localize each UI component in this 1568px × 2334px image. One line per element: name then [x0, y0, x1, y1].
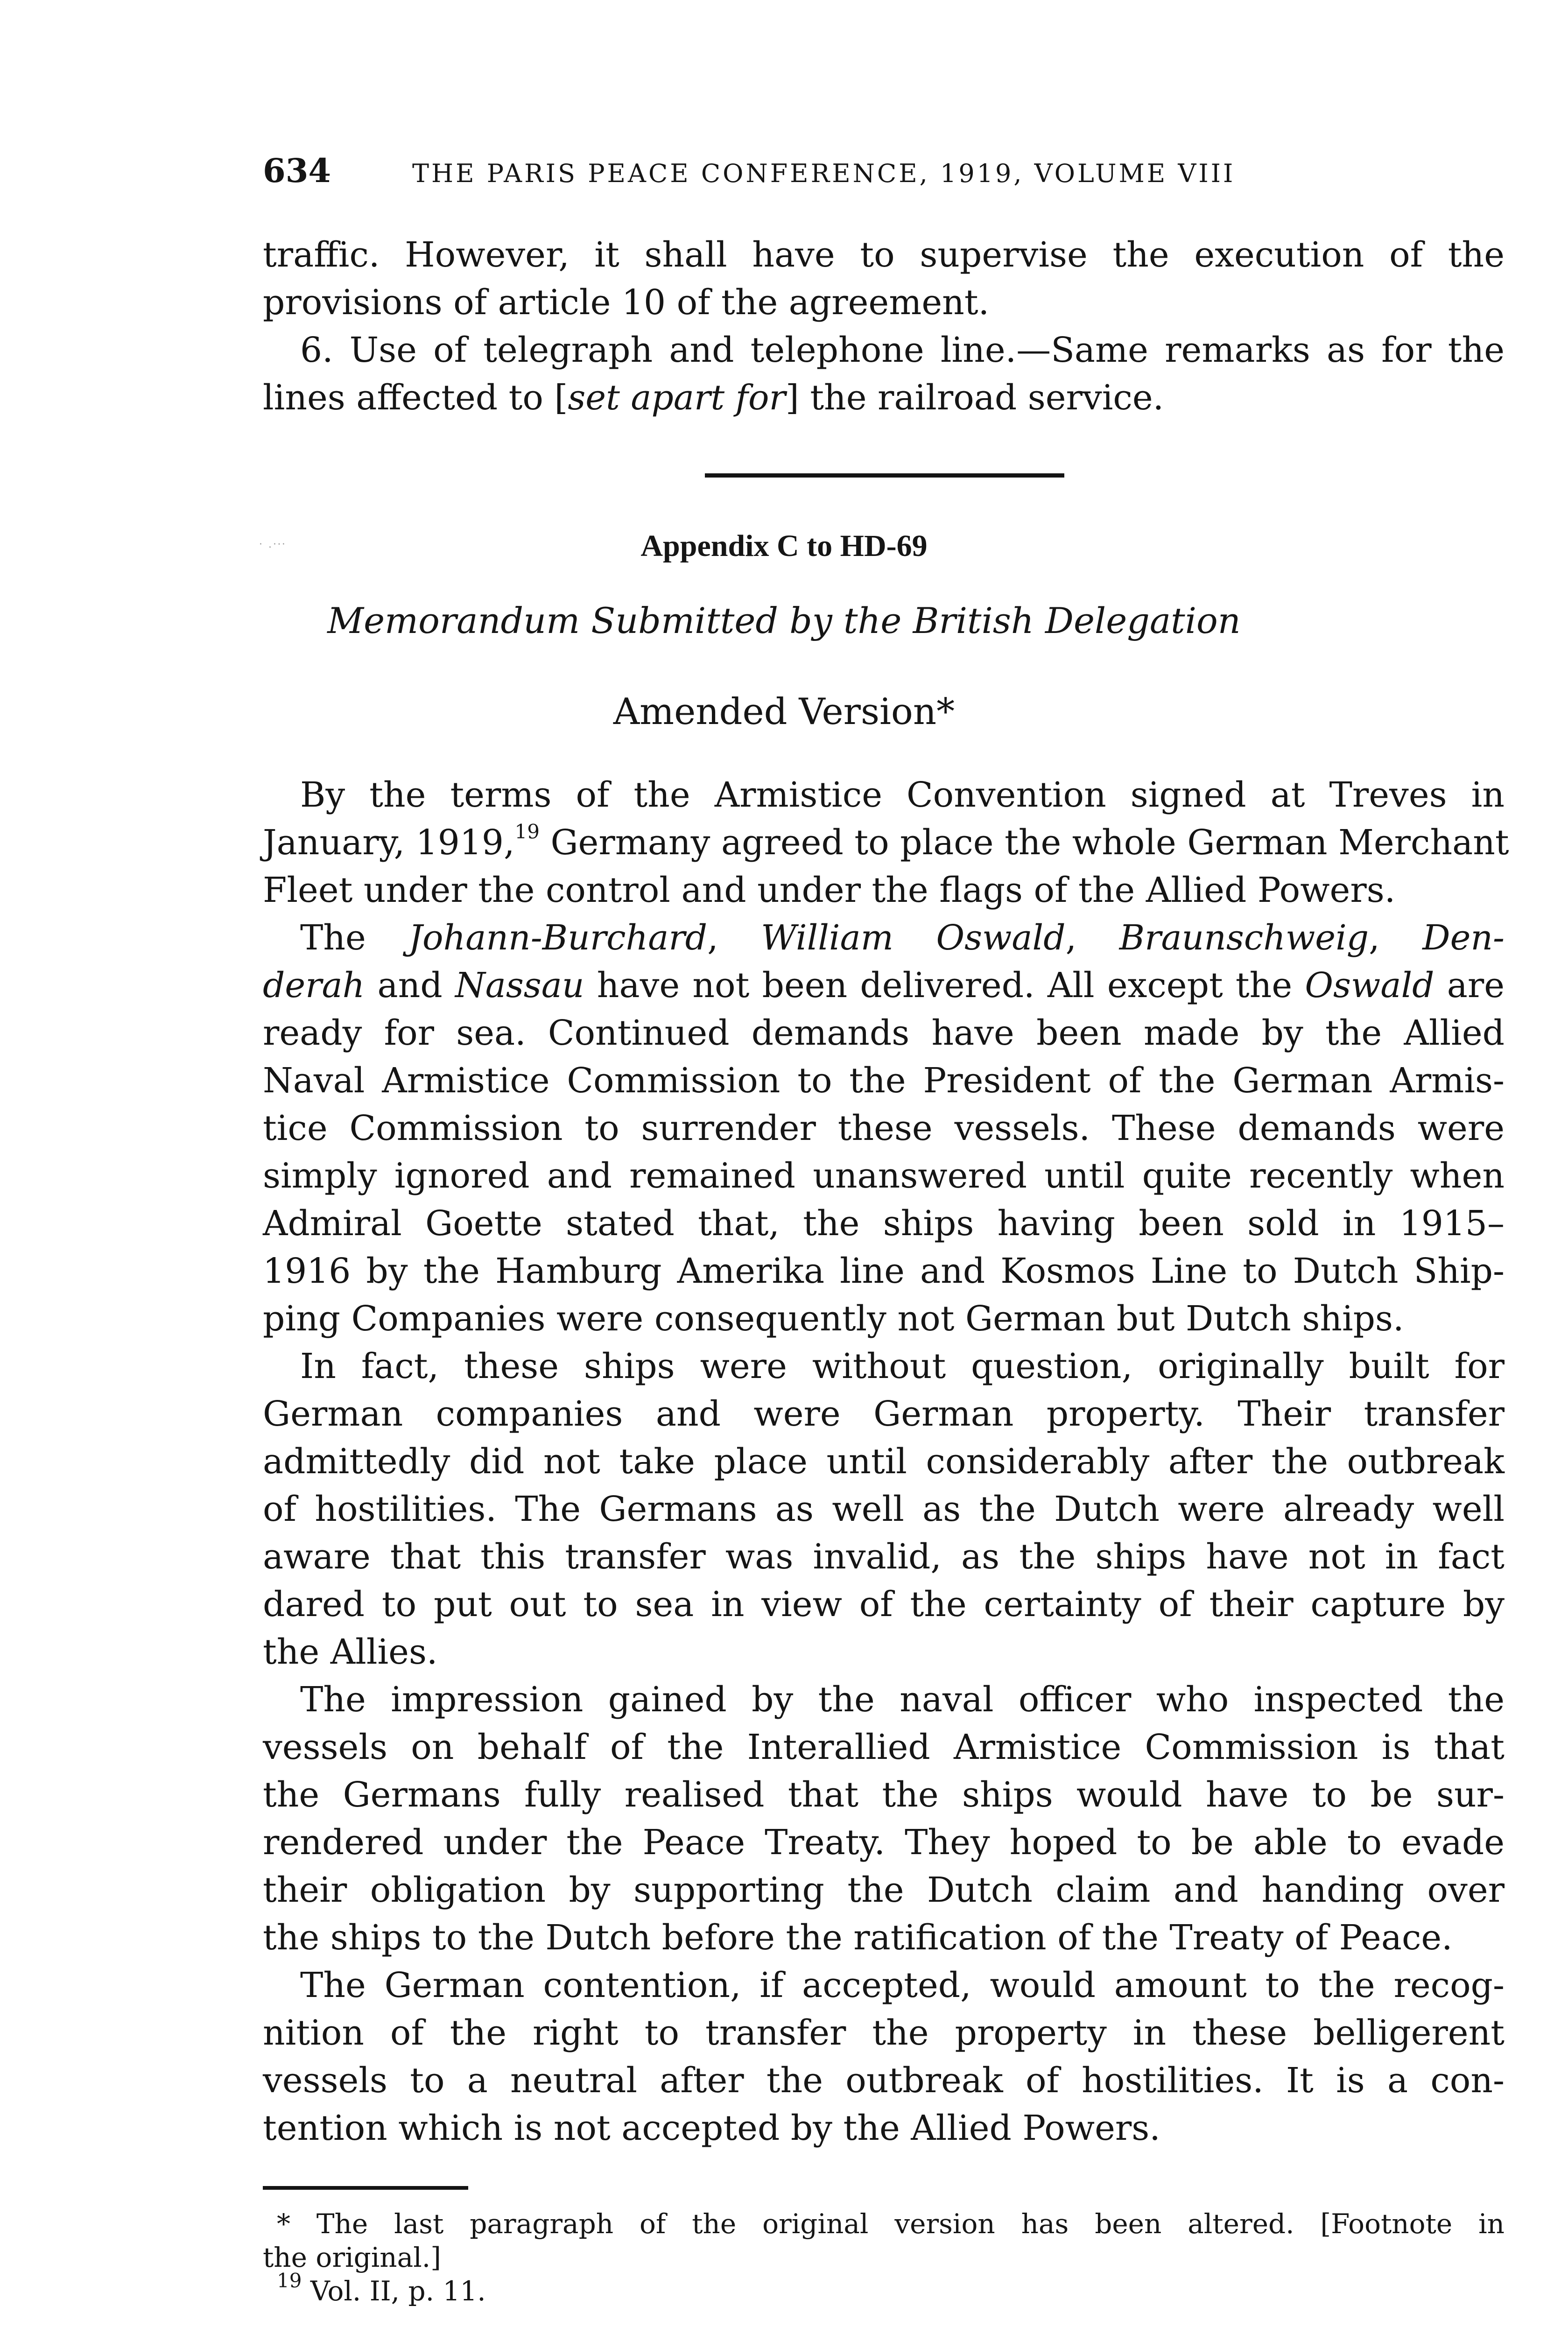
memorandum-body: [263, 771, 1509, 2152]
scan-speck: · .·⸱·: [259, 539, 287, 550]
text-line: By the terms of the Armistice Convention signed at Treves in: [300, 775, 1505, 815]
text-line: 6. Use of telegraph and telephone line.—Same remarks as for the: [300, 330, 1505, 370]
text-line: German companies and were German property. Their transfer: [263, 1394, 1505, 1434]
text-line: The Johann-Burchard, William Oswald, Braunschweig, Den-: [300, 918, 1505, 958]
text-line: In fact, these ships were without question, originally built for: [300, 1346, 1505, 1386]
ship-name: Nassau: [455, 965, 584, 1005]
memorandum-title: Memorandum Submitted by the British Delegation: [327, 600, 1241, 641]
text-line: of hostilities. The Germans as well as the Dutch were already well: [263, 1489, 1505, 1529]
text-line: 1916 by the Hamburg Amerika line and Kosmos Line to Dutch Ship-: [263, 1251, 1505, 1291]
text-line: simply ignored and remained unanswered until quite recently when: [263, 1156, 1505, 1196]
text-line: The German contention, if accepted, would amount to the recog-: [300, 1965, 1505, 2005]
ship-name: Den-: [1422, 918, 1505, 958]
text-line: January, 1919,19 Germany agreed to place the whole German Merchant: [263, 820, 1509, 863]
footnote-ref: 19: [514, 820, 540, 844]
text-line: dared to put out to sea in view of the certainty of their capture by: [263, 1584, 1505, 1624]
text-line: tention which is not accepted by the Allied Powers.: [263, 2108, 1160, 2148]
section-divider: [705, 473, 1064, 478]
text-line: derah and Nassau have not been delivered. All except the Oswald are: [263, 965, 1505, 1005]
footnote-19: $^{19}$ Vol. II, p. 11.: [277, 2269, 486, 2307]
text-line: ready for sea. Continued demands have been made by the Allied: [263, 1013, 1505, 1053]
ship-name: William Oswald: [761, 918, 1066, 958]
text-line: aware that this transfer was invalid, as the ships have not in fact: [263, 1537, 1505, 1577]
ship-name: Oswald: [1305, 965, 1434, 1005]
text-line: vessels to a neutral after the outbreak of hostilities. It is a con-: [263, 2060, 1505, 2101]
text-line: admittedly did not take place until considerably after the outbreak: [263, 1441, 1505, 1482]
text-line: Admiral Goette stated that, the ships having been sold in 1915–: [263, 1203, 1505, 1244]
text-line: Naval Armistice Commission to the President of the German Armis-: [263, 1061, 1505, 1101]
text-line: provisions of article 10 of the agreement.: [263, 282, 990, 323]
text-line: lines affected to [set apart for] the railroad service.: [263, 378, 1164, 418]
text-line: Fleet under the control and under the flags of the Allied Powers.: [263, 870, 1396, 910]
text-line: tice Commission to surrender these vessels. These demands were: [263, 1108, 1505, 1148]
text-line: traffic. However, it shall have to supervise the execution of the: [263, 235, 1505, 275]
text-line: the Allies.: [263, 1632, 438, 1672]
page-number: 634: [263, 151, 331, 190]
text-line: vessels on behalf of the Interallied Armistice Commission is that: [263, 1727, 1505, 1767]
text-line: their obligation by supporting the Dutch claim and handing over: [263, 1870, 1505, 1910]
text-line: ping Companies were consequently not German but Dutch ships.: [263, 1299, 1404, 1339]
header-title: THE PARIS PEACE CONFERENCE, 1919, VOLUME VIII: [412, 159, 1236, 188]
carryover-text: [263, 231, 1505, 422]
footnote-star-continued: the original.]: [263, 2242, 441, 2273]
version-label: Amended Version*: [613, 691, 955, 733]
footnotes: [263, 2207, 1505, 2308]
text-line: the ships to the Dutch before the ratification of the Treaty of Peace.: [263, 1918, 1453, 1958]
footnote-divider: [263, 2186, 468, 2190]
running-head: [263, 148, 1505, 194]
ship-name: Johann-Burchard: [408, 918, 708, 958]
text-line: the Germans fully realised that the ships would have to be sur-: [263, 1775, 1505, 1815]
text-line: rendered under the Peace Treaty. They hoped to be able to evade: [263, 1822, 1505, 1863]
ship-name: Braunschweig: [1119, 918, 1369, 958]
appendix-title: Appendix C to HD-69: [640, 529, 928, 563]
text-line: nition of the right to transfer the property in these belligerent: [263, 2013, 1505, 2053]
footnote-star: * The last paragraph of the original version has been altered. [Footnote in: [277, 2208, 1505, 2240]
text-line: The impression gained by the naval officer who inspected the: [300, 1680, 1505, 1720]
